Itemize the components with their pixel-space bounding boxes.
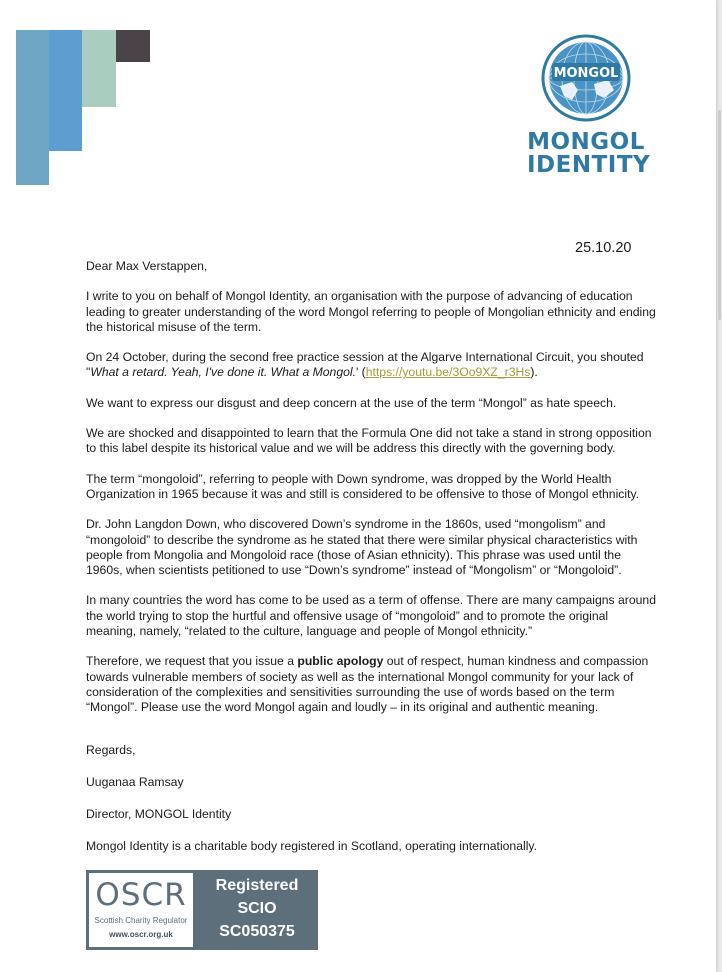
closing-regards: Regards, bbox=[86, 743, 136, 757]
paragraph-5: The term “mongoloid”, referring to people with Down syndrome, was dropped by the World Health Organization in 1965 because it was and still is considered to be offensive to those of Mongol ethnicity. bbox=[86, 471, 640, 501]
salutation: Dear Max Verstappen, bbox=[86, 259, 208, 273]
paragraph-2 bbox=[86, 350, 660, 381]
registration-info bbox=[196, 874, 318, 943]
paragraph-3: We want to express our disgust and deep concern at the use of the term “Mongol” as hate speech. bbox=[86, 395, 617, 410]
letter-body bbox=[86, 259, 660, 731]
logo-word-identity: IDENTITY bbox=[527, 152, 651, 178]
registered-label: Registered bbox=[215, 877, 299, 894]
scio-label: SCIO bbox=[237, 900, 277, 917]
paragraph-8-intro: Therefore, we request that you issue a bbox=[86, 654, 298, 669]
paragraph-2-end: ). bbox=[530, 365, 538, 380]
oscr-logo bbox=[89, 873, 193, 947]
paragraph-1: I write to you on behalf of Mongol Identity, an organisation with the purpose of advancing of education leading to greater understanding of the word Mongol referring to people of Mongolian ethnicity and ending the historical misuse of the term. bbox=[86, 289, 656, 334]
decor-block-2 bbox=[49, 30, 82, 151]
charity-number: SC050375 bbox=[219, 923, 295, 940]
decor-block-3 bbox=[82, 30, 116, 107]
paragraph-8 bbox=[86, 654, 660, 715]
oscr-badge bbox=[86, 870, 318, 950]
letter-date: 25.10.20 bbox=[575, 240, 632, 256]
decor-block-4 bbox=[116, 30, 150, 62]
oscr-logo-text: OSCR bbox=[95, 877, 187, 913]
svg-text:MONGOL: MONGOL bbox=[553, 66, 619, 81]
paragraph-8-rest: out of respect, human kindness and compassion towards vulnerable members of society as well as the international Mongol community for your lack of consideration of the complexities and sensitivities surrounding the use of words based on the term “Mongol”. Please use the word Mongol again and loudly – in its original and authentic meaning. bbox=[86, 654, 649, 715]
public-apology-emphasis: public apology bbox=[297, 654, 384, 669]
decor-block-1 bbox=[16, 30, 49, 185]
paragraph-4: We are shocked and disappointed to learn that the Formula One did not take a stand in strong opposition to this label despite its historical value and we will be address this directly with the governing body. bbox=[86, 426, 652, 456]
oscr-subtitle: Scottish Charity Regulator bbox=[94, 916, 188, 925]
signer-title: Director, MONGOL Identity bbox=[86, 807, 232, 821]
logo-word-mongol: MONGOL bbox=[527, 129, 645, 155]
signer-name: Uuganaa Ramsay bbox=[86, 775, 184, 789]
paragraph-6: Dr. John Langdon Down, who discovered Down’s syndrome in the 1860s, used “mongolism” and “mongoloid” to describe the syndrome as he stated that there were similar physical characteristics with people from Mongolia and Mongoloid race (those of Asian ethnicity). This phrase was used until the 1960s, when scientists petitioned to use “Down’s syndrome” instead of “Mongolism” or “Mongoloid”. bbox=[86, 517, 638, 578]
globe-icon bbox=[538, 34, 634, 124]
oscr-website: www.oscr.org.uk bbox=[109, 930, 173, 939]
youtube-link[interactable]: https://youtu.be/3Oo9XZ_r3Hs bbox=[365, 365, 531, 380]
paragraph-2-intro: On 24 October, during the second free practice session at the Algarve International Circuit, you shouted " bbox=[86, 350, 644, 380]
quoted-statement: What a retard. Yeah, I've done it. What a Mongol. bbox=[90, 365, 356, 380]
charity-statement: Mongol Identity is a charitable body registered in Scotland, operating internationally. bbox=[86, 839, 537, 853]
scrollbar[interactable] bbox=[718, 110, 721, 320]
paragraph-7: In many countries the word has come to be used as a term of offense. There are many campaigns around the world trying to stop the hurtful and offensive usage of “mongoloid” and to promote the original meaning, namely, “related to the culture, language and people of Mongol ethnicity.” bbox=[86, 593, 656, 639]
paragraph-2-mid: ' ( bbox=[355, 365, 366, 380]
